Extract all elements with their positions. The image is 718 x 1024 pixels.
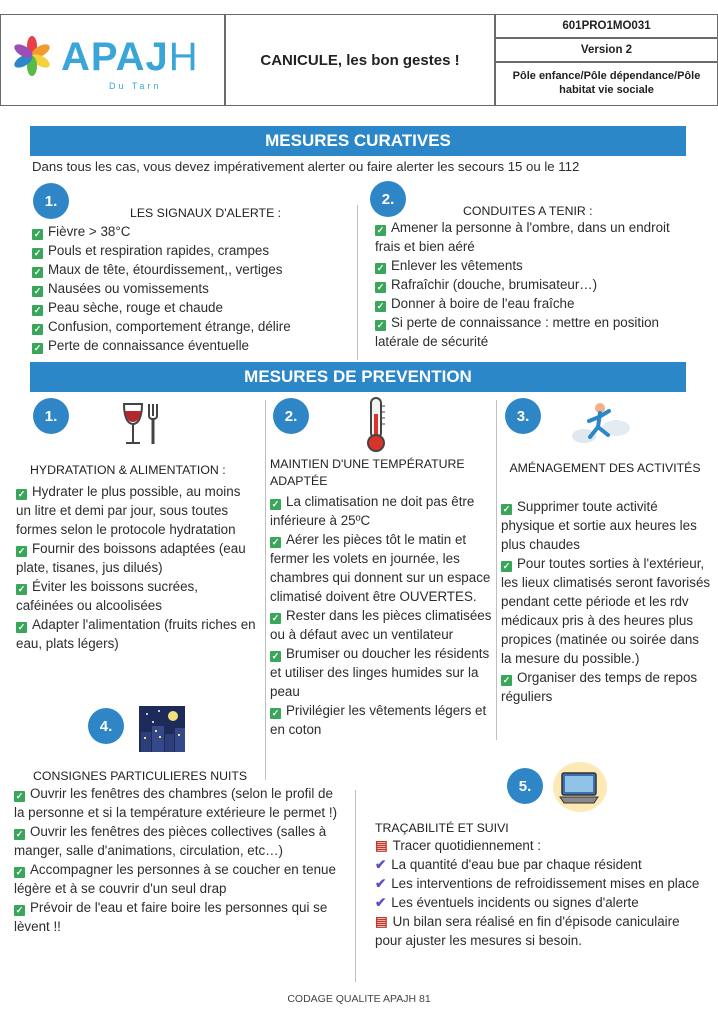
checkbox-icon: ✓ bbox=[376, 282, 385, 292]
checkbox-icon: ✓ bbox=[17, 546, 26, 556]
list-item-text: Enlever les vêtements bbox=[391, 258, 523, 273]
list-item bbox=[32, 279, 352, 298]
step-number: 1. bbox=[33, 183, 69, 219]
curatives-banner: MESURES CURATIVES bbox=[30, 126, 686, 156]
logo-subtitle: Du Tarn bbox=[109, 81, 162, 91]
checkmark-icon: ✔ bbox=[375, 876, 387, 891]
exercise-person-icon bbox=[570, 398, 632, 450]
section-title: LES SIGNAUX D'ALERTE : bbox=[130, 206, 282, 220]
list-item bbox=[270, 701, 495, 739]
list-item-text: Rester dans les pièces climatisées ou à défaut avec un ventilateur bbox=[270, 608, 492, 642]
list-item bbox=[375, 874, 710, 893]
checkbox-icon: ✓ bbox=[376, 301, 385, 311]
checkbox-icon: ✓ bbox=[17, 622, 26, 632]
checkbox-icon: ✓ bbox=[15, 791, 24, 801]
list-item-text: Accompagner les personnes à se coucher en tenue légère et à se couvrir d'un seul drap bbox=[14, 862, 336, 896]
section-title: TRAÇABILITÉ ET SUIVI bbox=[375, 821, 509, 835]
list-item-text: Fournir des boissons adaptées (eau plate, tisanes, jus dilués) bbox=[16, 541, 246, 575]
section-title: CONSIGNES PARTICULIERES NUITS bbox=[33, 769, 248, 783]
list-item-text: Si perte de connaissance : mettre en position latérale de sécurité bbox=[375, 315, 659, 349]
section-title: HYDRATATION & ALIMENTATION : bbox=[30, 463, 226, 477]
list-item bbox=[501, 668, 711, 706]
wine-fork-icon bbox=[118, 400, 168, 450]
list-item-text: Donner à boire de l'eau fraîche bbox=[391, 296, 575, 311]
checkmark-icon: ✔ bbox=[375, 895, 387, 910]
step-number: 5. bbox=[507, 768, 543, 804]
list-item-text: Pour toutes sorties à l'extérieur, les lieux climatisés seront favorisés pendant cette période et les rdv médicaux pris à des heures plus propices (matinée ou soirée dans la mesure du possible.) bbox=[501, 556, 711, 666]
list-item bbox=[375, 893, 710, 912]
list-item bbox=[375, 256, 685, 275]
list-item-text: Perte de connaissance éventuelle bbox=[48, 338, 249, 353]
list-item bbox=[375, 275, 685, 294]
list-item bbox=[375, 218, 685, 256]
list-item-text: Aérer les pièces tôt le matin et fermer les volets en journée, les chambres qui donnent sur un espace climatisé doivent être OUVERTES. bbox=[270, 532, 491, 604]
column-divider bbox=[496, 400, 497, 740]
reference-code: 601PRO1MO031 bbox=[495, 14, 718, 38]
checkbox-icon: ✓ bbox=[376, 263, 385, 273]
step-number: 3. bbox=[505, 398, 541, 434]
column-divider bbox=[355, 790, 356, 982]
checkbox-icon: ✓ bbox=[17, 489, 26, 499]
checkbox-icon: ✓ bbox=[33, 343, 42, 353]
list-item bbox=[270, 606, 495, 644]
list-item-text: Maux de tête, étourdissement,, vertiges bbox=[48, 262, 283, 277]
list-item bbox=[32, 260, 352, 279]
list-item-text: Organiser des temps de repos réguliers bbox=[501, 670, 698, 704]
list-item-text: Privilégier les vêtements légers et en coton bbox=[270, 703, 487, 737]
list-item bbox=[375, 912, 710, 950]
list-item bbox=[32, 317, 352, 336]
list-item-text: Fièvre > 38°C bbox=[48, 224, 131, 239]
checkbox-icon: ✓ bbox=[271, 537, 280, 547]
step-number: 2. bbox=[273, 398, 309, 434]
notepad-icon: ▤ bbox=[375, 838, 388, 853]
list-item-text: Confusion, comportement étrange, délire bbox=[48, 319, 291, 334]
list-item-text: Peau sèche, rouge et chaude bbox=[48, 300, 223, 315]
notepad-icon: ▤ bbox=[375, 914, 388, 929]
hydration-list bbox=[16, 482, 256, 653]
night-city-icon bbox=[139, 706, 185, 752]
checkbox-icon: ✓ bbox=[271, 708, 280, 718]
list-item-text: Ouvrir les fenêtres des chambres (selon le profil de la personne et si la température extérieure le permet !) bbox=[14, 786, 338, 820]
list-item-text: Un bilan sera réalisé en fin d'épisode caniculaire pour ajuster les mesures si besoin. bbox=[375, 914, 680, 948]
list-item-text: Les interventions de refroidissement mises en place bbox=[391, 876, 700, 891]
list-item bbox=[501, 497, 711, 554]
list-item bbox=[32, 298, 352, 317]
night-list bbox=[14, 784, 344, 936]
list-item-text: Supprimer toute activité physique et sortie aux heures les plus chaudes bbox=[501, 499, 697, 552]
list-item-text: Rafraîchir (douche, brumisateur…) bbox=[391, 277, 598, 292]
checkbox-icon: ✓ bbox=[502, 561, 511, 571]
list-item-text: Les éventuels incidents ou signes d'alerte bbox=[391, 895, 639, 910]
list-item bbox=[32, 241, 352, 260]
list-item bbox=[32, 336, 352, 355]
checkbox-icon: ✓ bbox=[15, 829, 24, 839]
list-item-text: La climatisation ne doit pas être inférieure à 25ºC bbox=[270, 494, 475, 528]
list-item bbox=[375, 313, 685, 351]
checkbox-icon: ✓ bbox=[33, 286, 42, 296]
list-item bbox=[14, 898, 344, 936]
list-item bbox=[16, 577, 256, 615]
list-item bbox=[14, 784, 344, 822]
step-number: 4. bbox=[88, 708, 124, 744]
traceability-list bbox=[375, 836, 710, 950]
thermometer-icon bbox=[362, 396, 390, 454]
version-label: Version 2 bbox=[495, 38, 718, 62]
pole-label: Pôle enfance/Pôle dépendance/Pôle habitat vie sociale bbox=[495, 62, 718, 106]
list-item bbox=[16, 539, 256, 577]
title-cell bbox=[225, 14, 495, 106]
document-header bbox=[0, 0, 718, 108]
document-title: CANICULE, les bon gestes ! bbox=[260, 51, 460, 69]
checkbox-icon: ✓ bbox=[502, 675, 511, 685]
alert-signs-list bbox=[32, 222, 352, 355]
checkbox-icon: ✓ bbox=[271, 613, 280, 623]
logo-flower-icon bbox=[9, 33, 55, 79]
section-title: CONDUITES A TENIR : bbox=[463, 204, 593, 218]
list-item-text: Ouvrir les fenêtres des pièces collectives (salles à manger, salle d'animations, circulation, etc…) bbox=[14, 824, 327, 858]
list-item bbox=[375, 294, 685, 313]
curatives-intro: Dans tous les cas, vous devez impérativement alerter ou faire alerter les secours 15 ou le 112 bbox=[32, 159, 580, 174]
checkbox-icon: ✓ bbox=[33, 248, 42, 258]
checkbox-icon: ✓ bbox=[502, 504, 511, 514]
checkbox-icon: ✓ bbox=[15, 867, 24, 877]
checkbox-icon: ✓ bbox=[33, 229, 42, 239]
checkbox-icon: ✓ bbox=[376, 225, 385, 235]
checkbox-icon: ✓ bbox=[33, 305, 42, 315]
list-item-text: La quantité d'eau bue par chaque résident bbox=[391, 857, 642, 872]
list-item bbox=[16, 482, 256, 539]
list-item bbox=[501, 554, 711, 668]
list-item bbox=[14, 822, 344, 860]
list-item bbox=[16, 615, 256, 653]
section-title: AMÉNAGEMENT DES ACTIVITÉS bbox=[509, 461, 701, 475]
list-item bbox=[375, 855, 710, 874]
list-item bbox=[270, 530, 495, 606]
list-item bbox=[14, 860, 344, 898]
footer-text: CODAGE QUALITE APAJH 81 bbox=[287, 993, 431, 1005]
checkbox-icon: ✓ bbox=[376, 320, 385, 330]
list-item-text: Nausées ou vomissements bbox=[48, 281, 209, 296]
logo-cell bbox=[0, 14, 225, 106]
checkbox-icon: ✓ bbox=[33, 267, 42, 277]
activities-list bbox=[501, 497, 711, 706]
list-item-text: Hydrater le plus possible, au moins un litre et demi par jour, sous toutes formes selon le protocole hydratation bbox=[16, 484, 241, 537]
list-item-text: Pouls et respiration rapides, crampes bbox=[48, 243, 270, 258]
list-item-text: Amener la personne à l'ombre, dans un endroit frais et bien aéré bbox=[375, 220, 670, 254]
temperature-list bbox=[270, 492, 495, 739]
logo: APAJH bbox=[61, 35, 199, 79]
checkbox-icon: ✓ bbox=[271, 499, 280, 509]
step-number: 2. bbox=[370, 181, 406, 217]
list-item-text: Prévoir de l'eau et faire boire les personnes qui se lèvent !! bbox=[14, 900, 328, 934]
section-title: MAINTIEN D'UNE TEMPÉRATURE ADAPTÉE bbox=[270, 457, 465, 488]
computer-icon bbox=[552, 761, 608, 813]
list-item-text: Brumiser ou doucher les résidents et utiliser des linges humides sur la peau bbox=[270, 646, 490, 699]
checkmark-icon: ✔ bbox=[375, 857, 387, 872]
list-item-text: Éviter les boissons sucrées, caféinées ou alcoolisées bbox=[16, 579, 198, 613]
step-number: 1. bbox=[33, 398, 69, 434]
checkbox-icon: ✓ bbox=[33, 324, 42, 334]
column-divider bbox=[357, 205, 358, 360]
checkbox-icon: ✓ bbox=[15, 905, 24, 915]
actions-list bbox=[375, 218, 685, 351]
list-item-text: Adapter l'alimentation (fruits riches en eau, plats légers) bbox=[16, 617, 256, 651]
list-item bbox=[375, 836, 710, 855]
list-item bbox=[270, 492, 495, 530]
prevention-banner: MESURES DE PREVENTION bbox=[30, 362, 686, 392]
checkbox-icon: ✓ bbox=[17, 584, 26, 594]
column-divider bbox=[265, 400, 266, 780]
list-item bbox=[32, 222, 352, 241]
checkbox-icon: ✓ bbox=[271, 651, 280, 661]
list-item bbox=[270, 644, 495, 701]
list-item-text: Tracer quotidiennement : bbox=[392, 838, 542, 853]
